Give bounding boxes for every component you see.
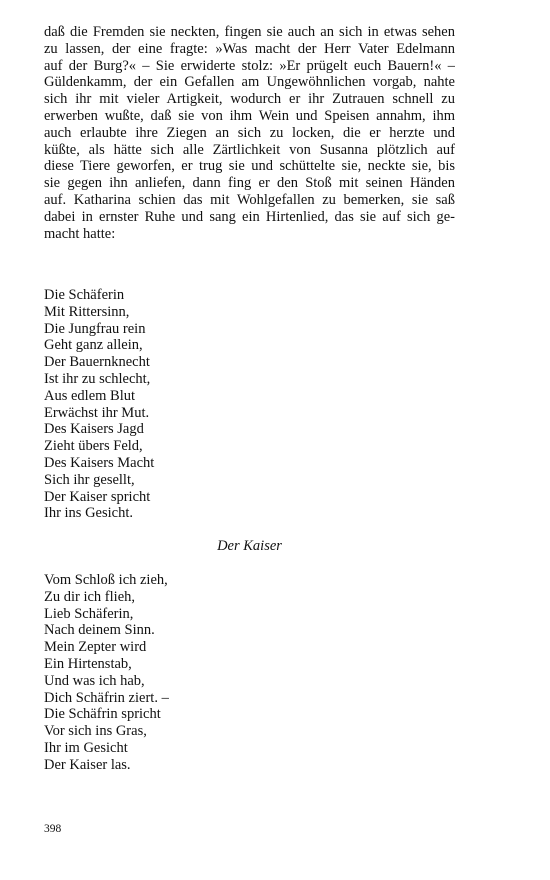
prose-paragraph	[44, 24, 455, 242]
poem-line: Die Jungfrau rein	[44, 320, 146, 337]
poem-line: Vor sich ins Gras,	[44, 723, 147, 740]
prose-line: auch erlaubte ihre Ziegen an sich zu locken, die er herzte und	[44, 124, 455, 141]
poem-line: Geht ganz allein,	[44, 337, 143, 354]
prose-line: auf der Burg?« – Sie erwiderte stolz: »Er prügelt euch Bauern!« –	[44, 57, 455, 74]
poem-line: Zu dir ich flieh,	[44, 588, 136, 605]
poem-line: Mit Rittersinn,	[44, 303, 130, 320]
prose-line: Güldenkamm, der ein Gefallen am Ungewöhnlichen vorgab, nahte	[44, 74, 455, 91]
poem-line: Lieb Schäferin,	[44, 605, 134, 622]
poem-line: Der Bauernknecht	[44, 354, 150, 371]
page-number: 398	[44, 823, 62, 835]
poem-kaiser	[44, 572, 169, 774]
poem-line: Ein Hirtenstab,	[44, 655, 132, 672]
poem-line: Und was ich hab,	[44, 672, 145, 689]
poem-line: Ihr im Gesicht	[44, 739, 128, 756]
prose-line: auf. Katharina schien das mit Wohlgefallen zu bemerken, sie saß	[44, 191, 455, 208]
poem-line: Mein Zepter wird	[44, 639, 147, 656]
prose-line: sich ihr mit vieler Artigkeit, wodurch er ihr Zutrauen schnell zu	[44, 91, 455, 108]
poem-line: Des Kaisers Macht	[44, 454, 155, 471]
prose-line: küßte, als hätte sich alle Zärtlichkeit von Susanna plötzlich auf	[44, 141, 455, 158]
poem-line: Die Schäferin	[44, 287, 125, 303]
prose-line: diese Tiere geworfen, er trug sie und schüttelte sie, neckte sie, bis	[44, 158, 455, 175]
book-page	[44, 24, 455, 864]
poem-line: Ist ihr zu schlecht,	[44, 370, 151, 387]
prose-line: macht hatte:	[44, 225, 116, 242]
poem-line: Ihr ins Gesicht.	[44, 505, 133, 522]
prose-line: erwerben wußte, daß sie von ihm Wein und Speisen annahm, ihm	[44, 107, 455, 124]
poem-line: Erwächst ihr Mut.	[44, 404, 150, 421]
poem-line: Des Kaisers Jagd	[44, 421, 144, 438]
prose-line: sie gegen ihn anliefen, dann fing er den Stoß mit seinen Händen	[44, 175, 455, 192]
poem-line: Dich Schäfrin ziert. –	[44, 689, 169, 706]
prose-line: daß die Fremden sie neckten, fingen sie auch an sich in etwas sehen	[44, 24, 455, 40]
poem-line: Nach deinem Sinn.	[44, 622, 155, 639]
poem-line: Der Kaiser las.	[44, 756, 131, 773]
poem-line: Aus edlem Blut	[44, 387, 136, 404]
prose-line: zu lassen, der eine fragte: »Was macht der Herr Vater Edelmann	[44, 40, 455, 57]
poem-schaeferin	[44, 287, 154, 522]
poem-line: Zieht übers Feld,	[44, 438, 143, 455]
poem-line: Die Schäfrin spricht	[44, 706, 161, 723]
prose-line: dabei in ernster Ruhe und sang ein Hirtenlied, das sie auf sich ge-	[44, 208, 455, 225]
poem-line: Vom Schloß ich zieh,	[44, 572, 168, 588]
poem-line: Der Kaiser spricht	[44, 488, 151, 505]
poem-heading: Der Kaiser	[217, 538, 282, 554]
poem-line: Sich ihr gesellt,	[44, 471, 135, 488]
